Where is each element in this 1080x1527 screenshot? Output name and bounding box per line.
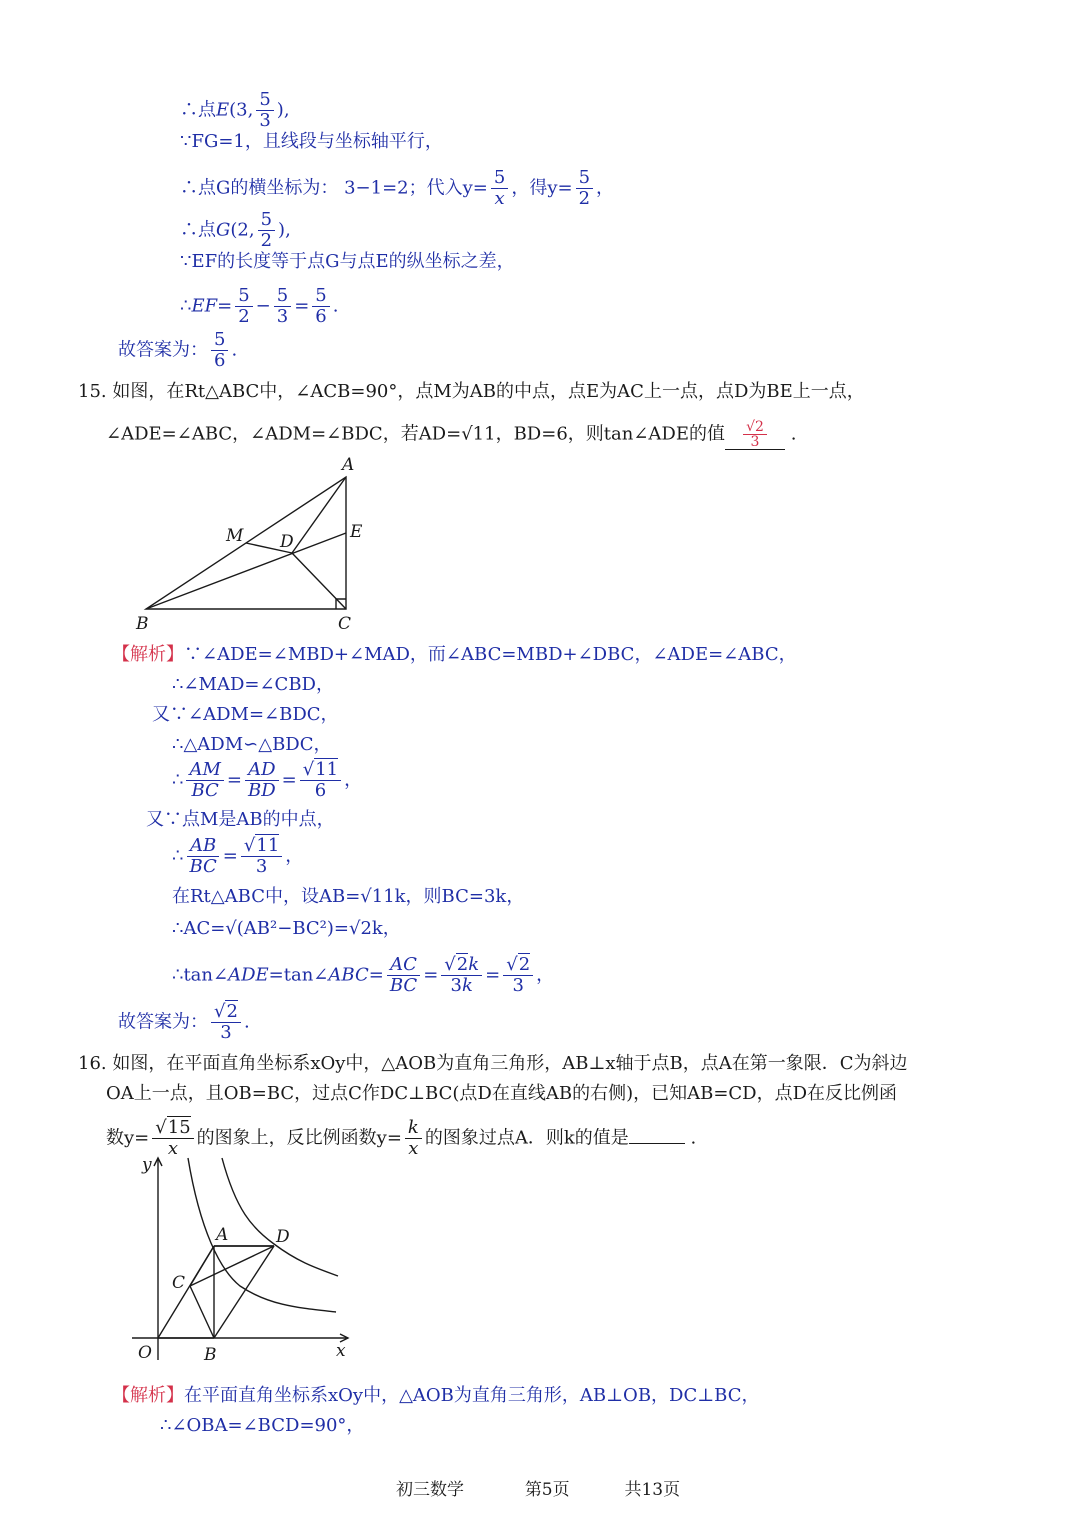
q15-line-2: ∠ADE=∠ABC，∠ADM=∠BDC，若AD=√11，BD=6，则tan∠ADE的值 $\frac{√2}{3}$ . — [106, 419, 797, 450]
q15-solution-9: ∴AC=√(AB²−BC²)=√2k， — [172, 918, 401, 939]
q16-label-b: B — [204, 1345, 217, 1365]
q15-answer-line: 故答案为： $\frac{√2}{3}$ . — [118, 1001, 250, 1043]
q15-solution-8: 在Rt△ABC中，设AB=√11k，则BC=3k， — [172, 886, 525, 907]
q15-solution-2: ∴∠MAD=∠CBD， — [172, 674, 334, 695]
q15-solution-6: 又∵点M是AB的中点， — [146, 809, 335, 830]
q15-label-b: B — [136, 614, 149, 634]
q16-label-d: D — [276, 1227, 290, 1247]
q16-label-x: x — [336, 1341, 346, 1361]
q15-figure — [130, 455, 370, 635]
q15-solution-7: ∴ $\frac{AB}{BC}$ = $\frac{√11}{3}$ ， — [172, 835, 304, 877]
q15-label-d: D — [280, 532, 294, 552]
q16-solution-tag: 【解析】 — [112, 1385, 184, 1406]
q15-answer: $\frac{√2}{3}$ — [743, 420, 767, 449]
q15-solution-tag: 【解析】 — [112, 644, 184, 665]
q16-line-1: 16. 如图，在平面直角坐标系xOy中，△AOB为直角三角形，AB⊥x轴于点B，点A在第一象限．C为斜边 — [78, 1053, 908, 1074]
q15-solution-5: ∴ $\frac{AM}{BC}$ = $\frac{AD}{BD}$ = $\frac{√11}{6}$ ， — [172, 759, 363, 801]
prev-line-4: ∴点G(2, $\frac{5}{2}$ ), — [180, 209, 291, 251]
q16-solution-1: 【解析】在平面直角坐标系xOy中，△AOB为直角三角形，AB⊥OB，DC⊥BC， — [112, 1385, 760, 1406]
prev-line-1: ∴点E(3, $\frac{5}{3}$ ), — [180, 89, 290, 131]
q16-label-o: O — [138, 1343, 152, 1363]
q16-line-3: 数y= $\frac{√15}{x}$ 的图象上，反比例函数y= $\frac{k}{x}$ 的图象过点A．则k的值是 . — [106, 1117, 697, 1159]
q16-label-c: C — [172, 1273, 186, 1293]
prev-line-5: ∵EF的长度等于点G与点E的纵坐标之差， — [180, 251, 515, 272]
q15-line-1: 15. 如图，在Rt△ABC中，∠ACB=90°，点M为AB的中点，点E为AC上一点，点D为BE上一点， — [78, 381, 865, 402]
q16-line-2: OA上一点，且OB=BC，过点C作DC⊥BC(点D在直线AB的右侧)，已知AB=CD，点D在反比例函 — [106, 1083, 898, 1104]
q15-label-e: E — [350, 522, 363, 542]
footer-page: 第5页 — [524, 1480, 570, 1500]
footer-total: 共13页 — [624, 1480, 681, 1500]
q16-label-y: y — [142, 1155, 152, 1175]
prev-line-3: ∴点G的横坐标为： 3−1=2；代入y= $\frac{5}{x}$ ，得y= $\frac{5}{2}$ ， — [180, 167, 615, 209]
q15-label-m: M — [226, 526, 244, 546]
footer — [396, 1478, 680, 1502]
prev-answer: 故答案为： $\frac{5}{6}$ . — [118, 329, 238, 371]
q16-solution-2: ∴∠OBA=∠BCD=90°， — [160, 1415, 365, 1436]
q15-label-a: A — [342, 455, 355, 475]
q15-solution-1: 【解析】∵∠ADE=∠MBD+∠MAD，而∠ABC=MBD+∠DBC，∠ADE=∠ABC， — [112, 644, 797, 665]
q15-solution-4: ∴△ADM∽△BDC， — [172, 734, 332, 755]
q15-label-c: C — [338, 614, 352, 634]
q16-figure — [130, 1150, 370, 1370]
prev-line-6: ∴EF= $\frac{5}{2}$ − $\frac{5}{3}$ = $\frac{5}{6}$ . — [180, 285, 339, 327]
prev-line-2: ∵FG=1，且线段与坐标轴平行， — [180, 131, 443, 152]
q15-solution-3: 又∵∠ADM=∠BDC， — [152, 704, 339, 725]
footer-subject: 初三数学 — [396, 1480, 464, 1500]
q16-label-a: A — [216, 1225, 229, 1245]
q15-solution-10: ∴tan∠ADE=tan∠ABC= $\frac{AC}{BC}$ = $\frac{√2k}{3k}$ = $\frac{√2}{3}$ ， — [172, 954, 555, 996]
